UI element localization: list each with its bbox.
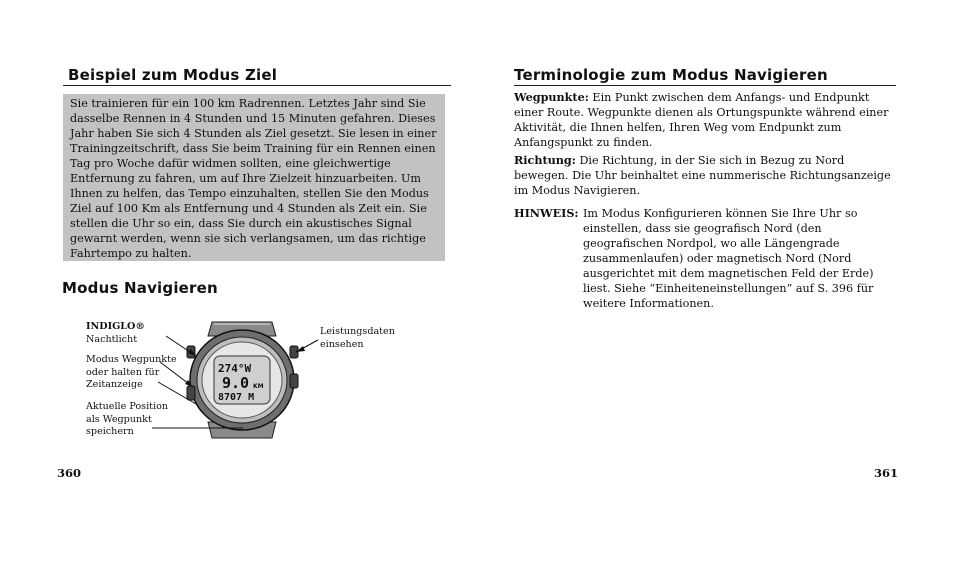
display-distance-unit: KM <box>253 383 264 390</box>
arrowhead-waypoints <box>185 380 193 387</box>
example-line: Jahr haben Sie sich 4 Stunden als Ziel gesetzt. Sie lesen in einer <box>70 127 437 140</box>
example-line: Entfernung zu fahren, um auf Ihre Zielzeit hinzuarbeiten. Um <box>70 172 421 185</box>
page-number-left: 360 <box>57 466 82 480</box>
richtung-line: bewegen. Die Uhr beinhaltet eine nummerische Richtungsanzeige <box>514 169 891 182</box>
callout-indiglo-sub: Nachtlicht <box>86 333 138 345</box>
hinweis-paragraph <box>583 206 898 311</box>
example-line: Tag pro Woche dafür widmen sollten, eine gleichwertige <box>70 157 391 170</box>
example-line: Fahrtempo zu halten. <box>70 247 192 260</box>
callout-line: Leistungsdaten <box>320 326 395 337</box>
page-number-right: 361 <box>874 466 899 480</box>
richtung-line: im Modus Navigieren. <box>514 184 641 197</box>
hinweis-line: weitere Informationen. <box>583 297 714 310</box>
display-distance: 9.0 <box>222 374 250 392</box>
hinweis-line: zusammenlaufen) oder magnetisch Nord (Nord <box>583 252 852 265</box>
example-line: Sie trainieren für ein 100 km Radrennen. Letztes Jahr sind Sie <box>70 97 426 110</box>
callout-line: Aktuelle Position <box>86 401 169 412</box>
callout-line: Modus Wegpunkte <box>86 354 177 365</box>
example-line: gewarnt werden, wenn sie sich verlangsamen, um das richtige <box>70 232 426 245</box>
example-line: Ihnen zu helfen, das Tempo einzuhalten, stellen Sie den Modus <box>70 187 429 200</box>
heading-rule-right <box>514 85 896 86</box>
display-elevation: 8707 M <box>218 392 255 403</box>
wegpunkte-line: Ein Punkt zwischen dem Anfangs- und Endpunkt <box>588 91 870 104</box>
hinweis-line: liest. Siehe “Einheiteneinstellungen” auf S. 396 für <box>583 282 874 295</box>
example-line: stellen die Uhr so ein, dass Sie durch ein akustisches Signal <box>70 217 412 230</box>
callout-indiglo-title: INDIGLO® <box>86 321 145 332</box>
arrowhead-performance <box>296 346 305 352</box>
hinweis-line: ausgerichtet mit dem magnetischen Feld der Erde) <box>583 267 874 280</box>
display-heading: 274°W <box>218 362 252 375</box>
wegpunkte-line: einer Route. Wegpunkte dienen als Ortungspunkte während einer <box>514 106 889 119</box>
callout-line: einsehen <box>320 338 364 350</box>
hinweis-line: Im Modus Konfigurieren können Sie Ihre Uhr so <box>583 207 858 220</box>
richtung-term: Richtung: <box>514 153 576 167</box>
hinweis-term: HINWEIS: <box>514 206 579 220</box>
wegpunkte-line: Anfangspunkt zu finden. <box>514 136 653 149</box>
example-line: Trainingzeitschrift, dass Sie beim Training für ein Rennen einen <box>70 142 436 155</box>
hinweis-line: geografischen Nordpol, wo alle Längengrade <box>583 237 840 250</box>
callout-line: Zeitanzeige <box>86 379 143 390</box>
wegpunkte-line: Aktivität, die Ihnen helfen, Ihren Weg vom Endpunkt zum <box>514 121 842 134</box>
richtung-paragraph <box>514 153 899 198</box>
callout-line: speichern <box>86 426 134 437</box>
richtung-line: Die Richtung, in der Sie sich in Bezug zu Nord <box>575 154 845 167</box>
hinweis-line: einstellen, dass sie geografisch Nord (den <box>583 222 822 235</box>
hinweis-term-wrap <box>514 206 579 221</box>
callout-line: als Wegpunkt <box>86 413 152 425</box>
heading-modus-navigieren: Modus Navigieren <box>62 279 218 297</box>
arrowhead-indiglo <box>188 349 196 356</box>
example-line: dasselbe Rennen in 4 Stunden und 15 Minuten gefahren. Dieses <box>70 112 436 125</box>
callout-line: oder halten für <box>86 366 160 378</box>
heading-terminologie: Terminologie zum Modus Navigieren <box>514 66 828 84</box>
example-line: Ziel auf 100 Km als Entfernung und 4 Stunden als Zeit ein. Sie <box>70 202 427 215</box>
wegpunkte-paragraph <box>514 90 899 150</box>
wegpunkte-term: Wegpunkte: <box>514 90 589 104</box>
heading-beispiel: Beispiel zum Modus Ziel <box>68 66 278 84</box>
